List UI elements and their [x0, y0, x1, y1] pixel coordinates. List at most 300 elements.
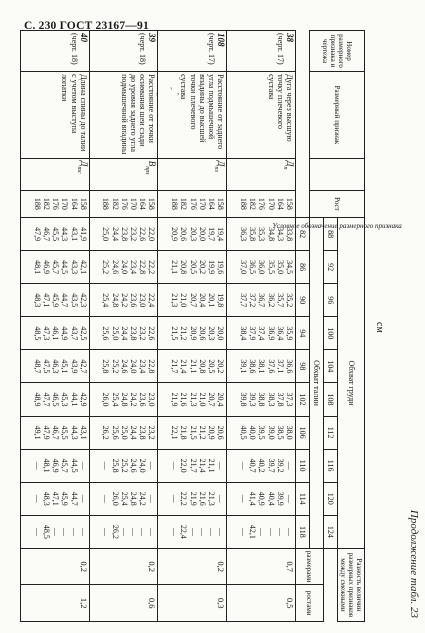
row-heights	[89, 190, 158, 217]
cell-value: 42,5	[78, 326, 88, 341]
cell-value: 47,1	[51, 491, 61, 506]
value-column	[89, 284, 158, 317]
cell-value: 20,9	[207, 425, 217, 440]
cell-value: 23,8	[138, 425, 148, 440]
height-value: 188	[32, 197, 42, 210]
table-continuation-label: Продолжение табл. 23	[408, 509, 420, 618]
cell-value: 48,9	[32, 392, 42, 407]
cell-value: 23,8	[129, 326, 139, 341]
value-column	[227, 383, 296, 416]
cell-value: 47,5	[41, 359, 51, 374]
page-header: С. 230 ГОСТ 23167—91	[24, 20, 149, 32]
cell-value: —	[119, 527, 129, 536]
cell-value: 24,4	[129, 425, 139, 440]
cell-value: 41,4	[248, 491, 258, 506]
cell-value: 20,2	[197, 260, 207, 275]
height-value: 182	[179, 197, 189, 210]
cell-value: —	[170, 494, 180, 503]
cell-value: 48,5	[32, 326, 42, 341]
cell-value: 22,0	[179, 458, 189, 473]
cell-value: 40,9	[257, 491, 267, 506]
cell-value: 39,9	[275, 491, 285, 506]
value-column	[89, 482, 158, 515]
table-row	[21, 31, 90, 622]
cell-value: 20,0	[216, 326, 226, 341]
cell-value: 20,9	[188, 326, 198, 341]
cell-value: 46,3	[51, 359, 61, 374]
cell-value: 23,4	[138, 359, 148, 374]
cell-value: 25,2	[119, 458, 129, 473]
table-row	[158, 31, 227, 622]
value-column	[227, 317, 296, 350]
cell-value: —	[285, 527, 294, 536]
height-value: 158	[216, 197, 226, 210]
cell-value: 39,0	[266, 425, 276, 440]
cell-value: 44,7	[60, 293, 70, 308]
cell-value: 25,8	[110, 458, 120, 473]
cell-value: 21,3	[207, 491, 217, 506]
cell-value: 47,3	[41, 326, 51, 341]
value-column	[227, 449, 296, 482]
waist-header-98: 98	[296, 350, 310, 383]
row-number-cell	[21, 31, 90, 72]
cell-value: 22,0	[147, 227, 157, 242]
cell-value: 39,2	[275, 458, 285, 473]
cell-value: 21,4	[179, 359, 189, 374]
cell-value: 25,4	[110, 392, 120, 407]
cell-value: 21,9	[170, 392, 180, 407]
cell-value: 24,6	[119, 359, 129, 374]
cell-value: 48,1	[41, 458, 51, 473]
cell-value: 20,9	[170, 227, 180, 242]
cell-value: 23,6	[129, 293, 139, 308]
value-column	[158, 251, 227, 284]
height-value: 164	[69, 197, 79, 210]
cell-value: —	[216, 527, 226, 536]
bust-header-112: 112	[324, 416, 338, 449]
cell-value: 25,8	[101, 359, 111, 374]
bust-header-124: 124	[324, 515, 338, 548]
value-column	[158, 218, 227, 251]
cell-value: 20,1	[207, 293, 217, 308]
cell-value: 47,9	[32, 227, 42, 242]
cell-value: —	[78, 527, 88, 536]
value-column	[158, 482, 227, 515]
cell-value: —	[138, 527, 148, 536]
cell-value: 21,2	[197, 425, 207, 440]
value-column	[227, 284, 296, 317]
header-name: Размерный признак	[310, 72, 365, 159]
table-row	[227, 31, 296, 622]
cell-value: 37,0	[238, 260, 248, 275]
height-value: 170	[197, 197, 207, 210]
cell-value: 19,9	[207, 260, 217, 275]
cell-value: 45,3	[60, 392, 70, 407]
cell-value: 21,9	[188, 491, 198, 506]
cell-value: 48,1	[32, 260, 42, 275]
value-column	[158, 350, 227, 383]
designation-subscript: прз	[144, 166, 151, 175]
waist-header-110: 110	[296, 449, 310, 482]
height-value: 164	[207, 197, 217, 210]
waist-header-82: 82	[296, 218, 310, 251]
cell-value: 22,4	[147, 293, 157, 308]
cell-value: —	[78, 461, 88, 470]
cell-value: 20,6	[179, 227, 189, 242]
cell-value: 38,5	[275, 425, 285, 440]
cell-value: 25,0	[101, 227, 111, 242]
cell-value: 40,0	[248, 425, 258, 440]
cell-value: 21,6	[197, 491, 207, 506]
cell-value: 46,1	[51, 326, 61, 341]
cell-value: 39,1	[238, 359, 248, 374]
cell-value: 20,4	[197, 293, 207, 308]
cell-value: 43,9	[69, 359, 79, 374]
cell-value: 23,0	[147, 392, 157, 407]
value-column	[89, 218, 158, 251]
value-column	[21, 449, 90, 482]
row-number-cell	[89, 31, 158, 72]
value-column	[158, 449, 227, 482]
value-column	[21, 350, 90, 383]
cell-value: 36,3	[238, 227, 248, 242]
cell-value: 46,9	[41, 260, 51, 275]
cell-value: 21,1	[188, 359, 198, 374]
cell-value: 36,0	[257, 260, 267, 275]
cell-value: —	[207, 527, 217, 536]
cell-value: 38,0	[285, 425, 294, 440]
cell-value: 43,3	[69, 260, 79, 275]
cell-value: 33,8	[285, 227, 294, 242]
cell-value: —	[32, 494, 42, 503]
cell-value: 25,4	[119, 491, 129, 506]
cell-value: 44,5	[60, 260, 70, 275]
header-heights: ростами	[296, 585, 324, 622]
cell-value: —	[170, 461, 180, 470]
cell-value: 24,2	[138, 491, 148, 506]
height-value: 158	[285, 197, 294, 210]
height-value: 182	[110, 197, 120, 210]
cell-value: 21,1	[170, 260, 180, 275]
cell-value: —	[101, 527, 111, 536]
cell-value: 35,7	[275, 293, 285, 308]
cell-value: 37,9	[248, 326, 258, 341]
cell-value: 21,0	[197, 392, 207, 407]
cell-value: 21,5	[188, 425, 198, 440]
cell-value: 24,8	[129, 491, 139, 506]
value-column	[227, 482, 296, 515]
value-column	[89, 251, 158, 284]
height-value: 176	[51, 197, 61, 210]
cell-value: 47,1	[41, 293, 51, 308]
cell-value: 25,2	[101, 260, 111, 275]
value-column	[227, 251, 296, 284]
cell-value: 19,8	[216, 293, 226, 308]
cell-value: 20,8	[197, 359, 207, 374]
cell-value: 38,1	[257, 359, 267, 374]
cell-value: 39,7	[266, 458, 276, 473]
cell-value: 40,2	[257, 458, 267, 473]
cell-value: 46,5	[51, 392, 61, 407]
measurement-table	[20, 30, 402, 622]
header-sizes: размерами	[296, 548, 324, 585]
cell-value: 36,4	[275, 326, 285, 341]
difference-heights: 1,2	[21, 585, 90, 622]
value-column	[158, 317, 227, 350]
value-column	[89, 449, 158, 482]
cell-value: 42,9	[78, 392, 88, 407]
waist-header-118: 118	[296, 515, 310, 548]
value-column	[89, 515, 158, 548]
cell-value: 36,5	[248, 260, 258, 275]
bust-header-104: 104	[324, 350, 338, 383]
cell-value: 24,4	[119, 326, 129, 341]
cell-value: 22,6	[138, 227, 148, 242]
header-waist-group: Обхват талии	[310, 218, 324, 549]
cell-value: 36,2	[266, 293, 276, 308]
cell-value: 22,2	[179, 491, 189, 506]
height-value: 164	[138, 197, 148, 210]
bust-header-108: 108	[324, 383, 338, 416]
height-value: 176	[257, 197, 267, 210]
cell-value: 47,9	[41, 425, 51, 440]
cell-value: 45,9	[60, 491, 70, 506]
value-column	[21, 218, 90, 251]
row-number-cell	[227, 31, 296, 72]
cell-value: 48,3	[32, 293, 42, 308]
cell-value: —	[238, 527, 248, 536]
cell-value: 21,5	[170, 326, 180, 341]
cell-value: 20,3	[188, 227, 198, 242]
cell-value: 36,9	[266, 326, 276, 341]
cell-value: 21,1	[207, 458, 217, 473]
height-value: 182	[41, 197, 51, 210]
difference-sizes: 0,2	[89, 548, 158, 585]
waist-header-86: 86	[296, 251, 310, 284]
value-column	[158, 416, 227, 449]
cell-value: 38,4	[238, 326, 248, 341]
cell-value: 37,6	[266, 359, 276, 374]
rotated-table-block	[20, 30, 420, 622]
scan-marks: ' , ',	[142, 86, 185, 96]
cell-value: 21,6	[179, 392, 189, 407]
bust-header-96: 96	[324, 284, 338, 317]
cell-value: 23,2	[129, 227, 139, 242]
cell-value: —	[78, 494, 88, 503]
cell-value: 42,7	[78, 359, 88, 374]
value-column	[89, 416, 158, 449]
cell-value: 35,5	[266, 260, 276, 275]
cell-value: 22,8	[138, 260, 148, 275]
row-designation	[227, 158, 296, 190]
cell-value: —	[197, 527, 207, 536]
row-name: Расстояние от точки основания шеи сзади до уровня заднего угла подмышечной впадины	[89, 72, 158, 159]
cell-value: 43,7	[69, 326, 79, 341]
cell-value: 20,0	[197, 227, 207, 242]
cell-value: 45,1	[60, 359, 70, 374]
value-column	[21, 251, 90, 284]
cell-value: 23,2	[147, 425, 157, 440]
cell-value: 38,6	[248, 359, 258, 374]
height-value: 176	[188, 197, 198, 210]
cell-value: 21,4	[197, 458, 207, 473]
cell-value: 25,0	[119, 425, 129, 440]
bust-header-92: 92	[324, 251, 338, 284]
difference-heights: 0,6	[89, 585, 158, 622]
header-bust-group: Обхват груди	[338, 218, 365, 549]
row-designation	[158, 158, 227, 190]
cell-value: 24,8	[119, 392, 129, 407]
cell-value: 39,3	[248, 392, 258, 407]
cell-value: 21,7	[170, 359, 180, 374]
cell-value: 38,8	[257, 392, 267, 407]
cell-value: 44,3	[69, 425, 79, 440]
bust-header-88: 88	[324, 218, 338, 251]
value-column	[158, 383, 227, 416]
row-figure: (черт. 17)	[207, 33, 217, 65]
cell-value: 34,8	[266, 227, 276, 242]
waist-header-114: 114	[296, 482, 310, 515]
bust-header-100: 100	[324, 317, 338, 350]
header-designation-text: Условное обозначение размерного признака	[272, 221, 402, 230]
cell-value: —	[69, 527, 79, 536]
cell-value: 21,7	[188, 458, 198, 473]
row-figure: (черт. 17)	[275, 33, 285, 65]
cell-value: 46,7	[41, 227, 51, 242]
cell-value: 20,6	[197, 326, 207, 341]
cell-value: —	[170, 527, 180, 536]
cell-value: 26,2	[101, 425, 111, 440]
difference-heights: 0,3	[158, 585, 227, 622]
cell-value: —	[266, 527, 276, 536]
cell-value: 45,9	[51, 293, 61, 308]
cell-value: —	[216, 494, 226, 503]
height-value: 170	[266, 197, 276, 210]
cell-value: 21,3	[188, 392, 198, 407]
cell-value: 44,9	[60, 326, 70, 341]
cell-value: 23,4	[129, 260, 139, 275]
cell-value: 35,3	[257, 227, 267, 242]
cell-value: 24,0	[138, 458, 148, 473]
row-number: 40	[78, 33, 89, 42]
row-name: Расстояние от заднего угла подмышечной впадины до высшей точки плечевого сустава	[158, 72, 227, 159]
cell-value: —	[238, 461, 248, 470]
cell-value: 26,2	[110, 524, 120, 539]
cell-value: 37,7	[238, 293, 248, 308]
cell-value: 40,4	[266, 491, 276, 506]
value-column	[158, 284, 227, 317]
cell-value: 35,8	[248, 227, 258, 242]
cell-value: 19,6	[216, 260, 226, 275]
cell-value: 22,1	[170, 425, 180, 440]
height-value: 158	[147, 197, 157, 210]
difference-sizes: 0,2	[158, 548, 227, 585]
cell-value: 22,2	[147, 260, 157, 275]
cell-value: 24,2	[119, 293, 129, 308]
cell-value: 20,3	[207, 326, 217, 341]
row-number: 108	[216, 33, 227, 47]
row-figure: (черт. 18)	[138, 33, 148, 65]
value-column	[89, 317, 158, 350]
cell-value: 43,5	[69, 293, 79, 308]
value-column	[21, 482, 90, 515]
cell-value: 46,9	[51, 458, 61, 473]
cell-value: 19,4	[216, 227, 226, 242]
value-column	[227, 350, 296, 383]
value-column	[21, 383, 90, 416]
height-value: 188	[238, 197, 248, 210]
cell-value: 37,8	[275, 392, 285, 407]
cell-value: 42,1	[78, 260, 88, 275]
cell-value: —	[147, 494, 157, 503]
cell-value: 19,7	[207, 227, 217, 242]
cell-value: —	[257, 527, 267, 536]
cell-value: 49,1	[32, 425, 42, 440]
designation-symbol: В	[147, 160, 158, 167]
cell-value: 43,1	[69, 227, 79, 242]
cell-value: —	[238, 494, 248, 503]
cell-value: 39,8	[238, 392, 248, 407]
difference-sizes: 0,2	[21, 548, 90, 585]
cell-value: —	[188, 527, 198, 536]
cell-value: 24,4	[110, 227, 120, 242]
row-name: Длина спины до талии с учетом выступа лопатки	[21, 72, 90, 159]
cell-value: 38,3	[266, 392, 276, 407]
cell-value: 35,2	[285, 293, 294, 308]
height-value: 182	[248, 197, 258, 210]
row-number-cell	[158, 31, 227, 72]
cell-value: 25,6	[101, 326, 111, 341]
unit-label: см	[374, 322, 385, 333]
waist-header-102: 102	[296, 383, 310, 416]
waist-header-94: 94	[296, 317, 310, 350]
cell-value: 44,7	[69, 491, 79, 506]
value-column	[89, 350, 158, 383]
cell-value: 45,5	[60, 425, 70, 440]
row-heights	[227, 190, 296, 217]
row-figure: (черт. 18)	[69, 33, 79, 65]
cell-value: 45,7	[60, 458, 70, 473]
cell-value: 25,0	[110, 326, 120, 341]
cell-value: —	[275, 527, 285, 536]
cell-value: 40,7	[248, 458, 258, 473]
row-designation	[89, 158, 158, 190]
cell-value: 41,9	[78, 227, 88, 242]
cell-value: 24,0	[119, 260, 129, 275]
cell-value: 34,5	[285, 260, 294, 275]
cell-value: 21,3	[170, 293, 180, 308]
designation-subscript: п	[282, 166, 289, 170]
designation-symbol: Д	[285, 160, 295, 167]
height-value: 176	[119, 197, 129, 210]
cell-value: 35,0	[275, 260, 285, 275]
designation-symbol: Д	[78, 160, 89, 167]
cell-value: 47,7	[41, 392, 51, 407]
cell-value: 46,7	[51, 425, 61, 440]
cell-value: 48,7	[32, 359, 42, 374]
value-column	[21, 515, 90, 548]
cell-value: —	[101, 461, 111, 470]
value-column	[21, 317, 90, 350]
height-value: 170	[129, 197, 139, 210]
designation-symbol: Д	[216, 160, 227, 167]
bust-header-120: 120	[324, 482, 338, 515]
cell-value: 37,3	[285, 392, 294, 407]
cell-value: 37,4	[257, 326, 267, 341]
row-number: 38	[285, 33, 295, 42]
cell-value: 25,6	[110, 425, 120, 440]
value-column	[227, 515, 296, 548]
